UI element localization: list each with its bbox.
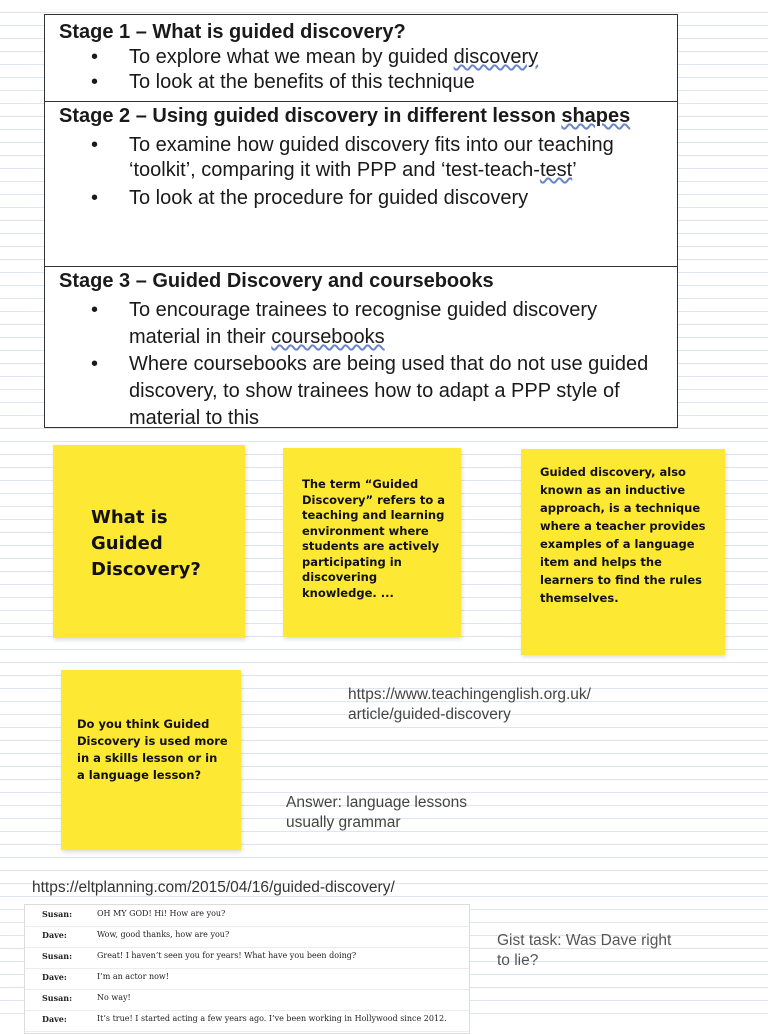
dialogue-row: Susan: Great! I haven’t seen you for years! What have you been doing? [25,947,469,969]
stage-1-title: Stage 1 – What is guided discovery? [59,21,406,43]
answer-text: Answer: language lessons usually grammar [286,794,467,831]
stage-3-bullet-1: • To encourage trainees to recognise guided discovery material in their coursebooks [129,297,657,351]
dialogue-row: Dave: I’m an actor now! [25,968,469,990]
dialogue-row: Susan: OH MY GOD! Hi! How are you? [25,905,469,927]
note-what-is-guided-discovery: What is Guided Discovery? [53,445,245,638]
stage-1-bullet-2: • To look at the benefits of this technique [129,70,677,95]
dialogue-row: Dave: It’s true! I started acting a few years ago. I’ve been working in Hollywood since 2012. [25,1010,469,1032]
note-term-definition: The term “Guided Discovery” refers to a teaching and learning environment where students are actively participating in discovering knowledge. ... [283,448,461,637]
note-inductive-approach: Guided discovery, also known as an inductive approach, is a technique where a teacher provides examples of a language item and helps the learners to find the rules themselves. [521,449,725,655]
stage-1 [45,20,677,101]
stage-2-bullet-1: • To examine how guided discovery fits into our teaching ‘toolkit’, comparing it with PPP and ‘test-teach-test’ [129,133,657,183]
dialogue-row: Dave: Wow, good thanks, how are you? [25,926,469,948]
stage-1-bullet-1: • To explore what we mean by guided discovery [129,45,677,70]
dialogue-table [24,904,470,1034]
stage-3-bullet-2: • Where coursebooks are being used that do not use guided discovery, to show trainees how to adapt a PPP style of material to this [129,351,657,432]
dialogue-row: Susan: No way! [25,989,469,1011]
gist-task: Gist task: Was Dave right to lie? [497,932,672,969]
stage-2 [45,101,677,266]
stage-3-title: Stage 3 – Guided Discovery and coursebooks [59,270,494,292]
stage-2-title: Stage 2 – Using guided discovery in different lesson shapes [59,105,631,127]
stage-3 [45,266,677,429]
elt-planning-url[interactable]: https://eltplanning.com/2015/04/16/guided-discovery/ [32,879,395,896]
stage-2-bullet-2: • To look at the procedure for guided discovery [129,186,657,211]
stages-table [44,14,678,428]
note-question: Do you think Guided Discovery is used more in a skills lesson or in a language lesson? [61,670,241,850]
source-url[interactable]: https://www.teachingenglish.org.uk/ article/guided-discovery [348,686,591,723]
